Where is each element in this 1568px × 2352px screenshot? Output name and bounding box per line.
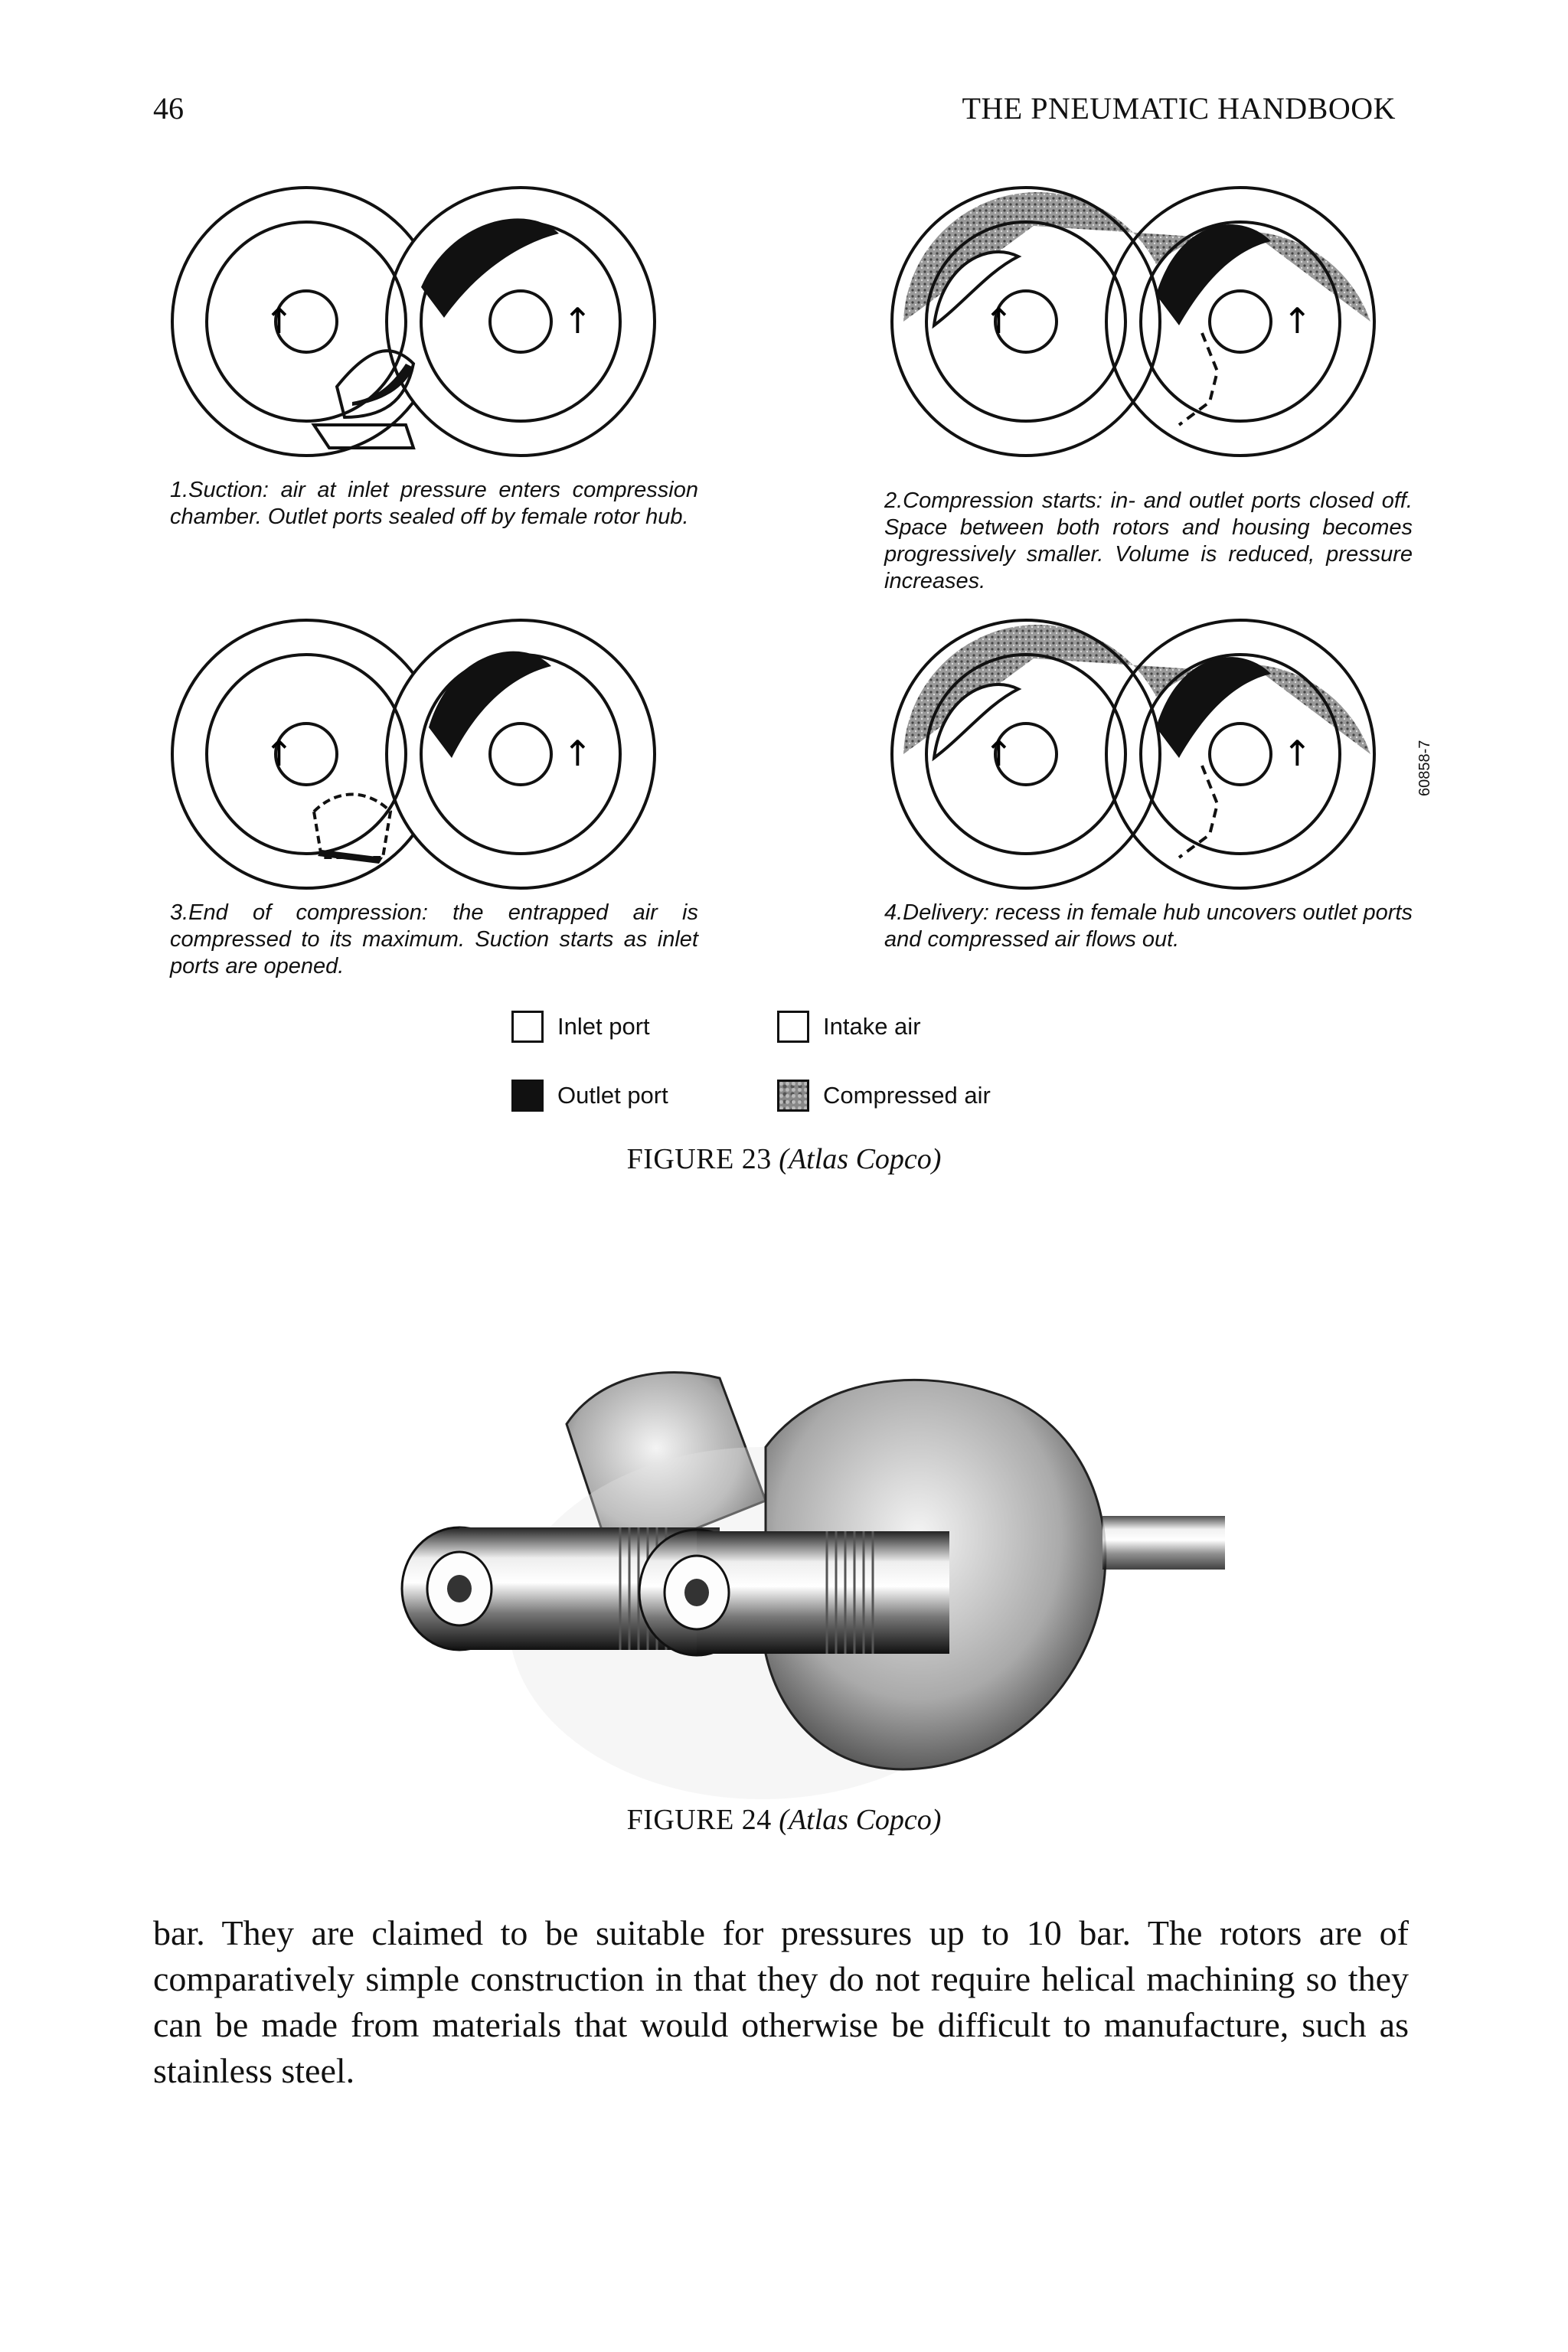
rotor-photo — [337, 1332, 1271, 1822]
svg-text:↑: ↑ — [984, 733, 1014, 774]
figure-24-caption — [0, 1803, 1568, 1837]
svg-text:↑: ↑ — [563, 733, 593, 774]
figure-source: (Atlas Copco) — [779, 1143, 942, 1175]
page-number: 46 — [153, 91, 184, 126]
svg-text:↑: ↑ — [563, 300, 593, 341]
legend-inlet-port — [511, 1011, 650, 1043]
figure-source: (Atlas Copco) — [779, 1804, 942, 1836]
legend-swatch-black — [511, 1080, 544, 1112]
legend-compressed-air — [777, 1080, 991, 1112]
legend-label: Intake air — [823, 1013, 921, 1040]
rotor-diagram-suction — [161, 172, 697, 471]
figure-23-caption — [0, 1142, 1568, 1176]
panel-4-caption: 4.Delivery: recess in female hub uncovers outlet ports and compressed air flows out. — [884, 900, 1413, 952]
panel-3-caption: 3.End of compression: the entrapped air is compressed to its maximum. Suction starts as inlet ports are opened. — [170, 900, 698, 978]
legend-outlet-port — [511, 1080, 668, 1112]
figure-code: 60858-7 — [1416, 740, 1433, 796]
svg-text:↑: ↑ — [1282, 733, 1312, 774]
rotor-diagram-compression-start — [880, 172, 1416, 471]
legend-label: Outlet port — [557, 1082, 668, 1109]
svg-text:↑: ↑ — [264, 733, 294, 774]
body-paragraph: bar. They are claimed to be suitable for pressures up to 10 bar. The rotors are of comparatively simple construction in that they do not require helical machining so they can be made from materials that would otherwise be difficult to manufacture, such as stainless steel. — [153, 1913, 1409, 2090]
book-title: THE PNEUMATIC HANDBOOK — [962, 91, 1396, 126]
figure-label: FIGURE 24 — [626, 1804, 772, 1836]
figure-label: FIGURE 23 — [626, 1143, 772, 1175]
legend-swatch-stippled — [777, 1080, 809, 1112]
legend-swatch-white — [511, 1011, 544, 1043]
svg-text:↑: ↑ — [1282, 300, 1312, 341]
legend-label: Compressed air — [823, 1082, 991, 1109]
panel-1-caption: 1.Suction: air at inlet pressure enters compression chamber. Outlet ports sealed off by female rotor hub. — [170, 478, 698, 529]
legend-label: Inlet port — [557, 1013, 650, 1040]
panel-2-caption: 2.Compression starts: in- and outlet ports closed off. Space between both rotors and housing becomes progressively smaller. Volume is reduced, pressure increases. — [884, 488, 1413, 593]
svg-text:↑: ↑ — [984, 300, 1014, 341]
svg-text:↑: ↑ — [264, 300, 294, 341]
legend-swatch-white — [777, 1011, 809, 1043]
rotor-diagram-compression-end — [161, 605, 697, 903]
legend-intake-air — [777, 1011, 921, 1043]
rotor-diagram-delivery — [880, 605, 1416, 903]
